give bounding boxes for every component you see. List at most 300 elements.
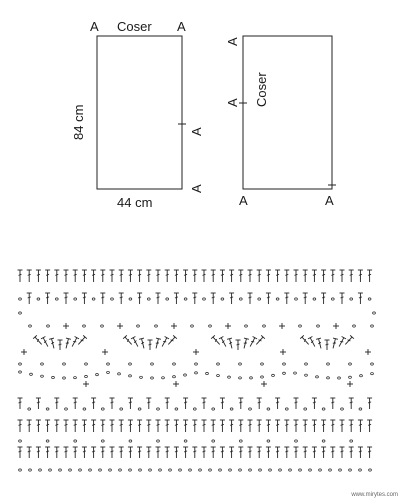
treble-stitch [110,270,115,282]
chain-stitch [338,377,341,379]
treble-stitch [64,420,69,432]
treble-stitch [146,398,151,409]
chain-stitch [195,372,198,374]
treble-stitch [64,447,69,458]
treble-stitch [275,447,280,458]
chain-stitch [28,408,31,410]
chain-stitch [212,408,215,410]
treble-stitch [192,447,197,458]
chain-stitch [353,325,356,327]
chain-stitch [349,376,352,378]
chain-stitch [313,298,316,300]
chain-stitch [74,298,77,300]
chain-stitch [19,440,22,442]
treble-stitch [248,420,253,432]
treble-stitch [211,293,216,304]
chain-stitch [299,469,302,471]
chain-stitch [327,363,330,365]
chain-stitch [239,377,242,379]
treble-stitch [340,270,345,282]
chain-stitch [339,469,342,471]
treble-stitch [367,447,372,458]
chain-stitch [329,469,332,471]
chain-stitch [245,325,248,327]
single-crochet [21,349,27,355]
treble-stitch [321,293,326,304]
single-crochet [280,349,286,355]
chain-stitch [279,469,282,471]
treble-stitch [156,447,161,458]
treble-stitch [137,293,142,304]
fan-treble [58,340,63,350]
chain-stitch [309,469,312,471]
chain-stitch [250,377,253,379]
treble-stitch [64,270,69,282]
chain-stitch [173,376,176,378]
chain-stitch [249,469,252,471]
treble-stitch [294,398,299,409]
chain-stitch [83,408,86,410]
fan-treble [343,335,353,346]
chain-stitch [217,374,220,376]
treble-stitch [248,447,253,458]
chain-stitch [19,312,22,314]
chain-stitch [129,375,132,377]
fan-treble [300,335,310,346]
fan-treble [227,338,234,349]
chain-stitch [349,363,352,365]
treble-stitch [340,293,345,304]
chain-stitch [316,376,319,378]
single-crochet [261,381,267,387]
chain-stitch [360,375,363,377]
chain-stitch [107,363,110,365]
chain-stitch [129,440,132,442]
chain-stitch [230,408,233,410]
chain-stitch [239,298,242,300]
chain-stitch [189,469,192,471]
treble-stitch [229,270,234,282]
treble-stitch [192,270,197,282]
chain-stitch [109,469,112,471]
chain-stitch [304,408,307,410]
chain-stitch [175,408,178,410]
chain-stitch [151,363,154,365]
chain-stitch [118,373,121,375]
single-crochet [225,323,231,329]
treble-stitch [174,447,179,458]
treble-stitch [294,270,299,282]
chain-stitch [149,469,152,471]
chain-stitch [349,469,352,471]
single-crochet [171,323,177,329]
treble-stitch [54,270,59,282]
fan-treble [41,337,50,348]
chain-stitch [157,408,160,410]
treble-stitch [165,270,170,282]
chain-stitch [221,298,224,300]
chain-stitch [322,440,325,442]
chain-stitch [331,298,334,300]
chain-stitch [159,469,162,471]
chain-stitch [19,363,22,365]
fan-treble [248,337,257,348]
treble-stitch [183,447,188,458]
chain-stitch [111,298,114,300]
treble-stitch [45,270,50,282]
treble-stitch [330,447,335,458]
chain-stitch [283,363,286,365]
treble-stitch [358,293,363,304]
chain-stitch [209,325,212,327]
treble-stitch [211,447,216,458]
fan-treble [49,338,56,349]
treble-stitch [330,420,335,432]
single-crochet [193,349,199,355]
treble-stitch [137,447,142,458]
single-crochet [333,323,339,329]
treble-stitch [91,420,96,432]
chain-stitch [101,440,104,442]
treble-stitch [238,420,243,432]
treble-stitch [27,447,32,458]
treble-stitch [146,270,151,282]
chain-stitch [169,469,172,471]
chain-stitch [96,374,99,376]
single-crochet [347,381,353,387]
treble-stitch [137,270,142,282]
treble-stitch [91,270,96,282]
chain-stitch [107,371,110,373]
treble-stitch [358,270,363,282]
chain-stitch [52,376,55,378]
treble-stitch [202,270,207,282]
treble-stitch [36,398,41,409]
chain-stitch [249,408,252,410]
treble-stitch [183,420,188,432]
chain-stitch [138,408,141,410]
chain-stitch [267,408,270,410]
treble-stitch [110,398,115,409]
chain-stitch [217,363,220,365]
treble-stitch [330,398,335,409]
treble-stitch [312,447,317,458]
treble-stitch [82,293,87,304]
treble-stitch [367,420,372,432]
chain-stitch [261,363,264,365]
treble-stitch [358,447,363,458]
treble-stitch [248,270,253,282]
treble-stitch [211,270,216,282]
treble-stitch [73,270,78,282]
chain-stitch [85,375,88,377]
fan-treble [154,338,161,349]
treble-stitch [174,270,179,282]
chain-stitch [203,298,206,300]
chain-stitch [162,377,165,379]
seam-label-top: Coser [117,19,152,34]
fan-treble [316,338,323,349]
treble-stitch [202,420,207,432]
treble-stitch [303,293,308,304]
treble-stitch [257,398,262,409]
single-crochet [63,323,69,329]
chain-stitch [350,440,353,442]
treble-stitch [174,420,179,432]
chain-stitch [137,325,140,327]
treble-stitch [248,293,253,304]
treble-stitch [266,447,271,458]
treble-stitch [156,293,161,304]
chain-stitch [37,298,40,300]
chain-stitch [41,363,44,365]
treble-stitch [367,270,372,282]
corner-label-right-top: A [225,37,240,46]
treble-stitch [110,420,115,432]
treble-stitch [100,420,105,432]
chain-stitch [212,440,215,442]
treble-stitch [220,270,225,282]
fan-treble [160,337,169,348]
treble-stitch [100,293,105,304]
chain-stitch [99,469,102,471]
chain-stitch [239,363,242,365]
treble-stitch [36,420,41,432]
chain-stitch [157,440,160,442]
fan-treble [131,337,140,348]
treble-stitch [367,398,372,409]
single-crochet [173,381,179,387]
treble-stitch [257,270,262,282]
chain-stitch [259,469,262,471]
treble-stitch [257,447,262,458]
single-crochet [279,323,285,329]
treble-stitch [238,398,243,409]
chain-stitch [63,377,66,379]
treble-stitch [54,447,59,458]
treble-stitch [18,420,23,432]
height-label: 84 cm [71,104,86,140]
chain-stitch [101,325,104,327]
chain-stitch [39,469,42,471]
treble-stitch [340,420,345,432]
single-crochet [365,349,371,355]
fan-treble [166,335,176,346]
chain-stitch [209,469,212,471]
treble-stitch [284,420,289,432]
treble-stitch [220,398,225,409]
chain-stitch [267,440,270,442]
treble-stitch [284,293,289,304]
treble-stitch [349,420,354,432]
chain-stitch [184,440,187,442]
treble-stitch [275,420,280,432]
treble-stitch [174,293,179,304]
chain-stitch [206,372,209,374]
single-crochet [102,349,108,355]
treble-stitch [275,398,280,409]
chain-stitch [129,469,132,471]
chain-stitch [263,325,266,327]
treble-stitch [45,293,50,304]
treble-stitch [330,270,335,282]
single-crochet [117,323,123,329]
corner-label-top-left: A [90,19,99,34]
chain-stitch [322,408,325,410]
treble-stitch [220,420,225,432]
chain-stitch [179,469,182,471]
chain-stitch [371,363,374,365]
treble-stitch [202,447,207,458]
treble-stitch [192,293,197,304]
chain-stitch [173,363,176,365]
treble-stitch [284,270,289,282]
chain-stitch [119,469,122,471]
treble-stitch [45,420,50,432]
chain-stitch [69,469,72,471]
chain-stitch [19,469,22,471]
treble-stitch [91,447,96,458]
treble-stitch [220,447,225,458]
treble-stitch [165,420,170,432]
chain-stitch [269,469,272,471]
seam-label-side: Coser [254,72,269,107]
treble-stitch [36,447,41,458]
treble-stitch [18,447,23,458]
fan-treble [123,335,133,346]
treble-stitch [128,398,133,409]
treble-stitch [82,420,87,432]
chain-stitch [261,376,264,378]
chain-stitch [74,377,77,379]
treble-stitch [36,270,41,282]
treble-stitch [349,398,354,409]
treble-stitch [100,270,105,282]
treble-stitch [294,420,299,432]
chain-stitch [41,375,44,377]
chain-stitch [258,298,261,300]
chain-stitch [369,469,372,471]
treble-stitch [100,447,105,458]
chain-stitch [371,373,374,375]
treble-stitch [312,420,317,432]
chain-stitch [191,325,194,327]
chain-stitch [129,363,132,365]
treble-stitch [294,447,299,458]
treble-stitch [275,270,280,282]
treble-stitch [284,447,289,458]
treble-stitch [238,270,243,282]
fan-treble [64,338,71,349]
treble-stitch [146,447,151,458]
width-label: 44 cm [117,195,153,210]
corner-label-right-mid: A [225,98,240,107]
treble-stitch [27,270,32,282]
chain-stitch [63,363,66,365]
chain-stitch [59,469,62,471]
treble-stitch [165,447,170,458]
treble-stitch [119,447,124,458]
treble-stitch [156,270,161,282]
treble-stitch [27,293,32,304]
treble-stitch [303,420,308,432]
chain-stitch [219,469,222,471]
treble-stitch [340,447,345,458]
chain-stitch [184,374,187,376]
treble-stitch [128,270,133,282]
chain-stitch [295,298,298,300]
chain-stitch [294,372,297,374]
chain-stitch [195,363,198,365]
chain-stitch [199,469,202,471]
treble-stitch [146,420,151,432]
corner-label-bottom-right-panel: A [325,193,334,208]
treble-stitch [110,447,115,458]
chain-stitch [29,469,32,471]
chain-stitch [319,469,322,471]
chain-stitch [239,440,242,442]
treble-stitch [18,270,23,282]
chain-stitch [47,325,50,327]
treble-stitch [257,420,262,432]
chain-stitch [276,298,279,300]
chain-stitch [140,376,143,378]
treble-stitch [192,420,197,432]
treble-stitch [266,293,271,304]
fan-treble [70,337,79,348]
chain-stitch [65,408,68,410]
treble-stitch [73,398,78,409]
chain-stitch [305,374,308,376]
treble-stitch [303,447,308,458]
treble-stitch [312,270,317,282]
treble-stitch [312,398,317,409]
chain-stitch [350,298,353,300]
chain-stitch [368,298,371,300]
treble-stitch [54,398,59,409]
chain-stitch [193,408,196,410]
fan-treble [76,335,86,346]
treble-stitch [45,447,50,458]
chain-stitch [30,373,33,375]
chain-stitch [85,363,88,365]
treble-stitch [358,420,363,432]
chain-stitch [151,377,154,379]
corner-label-bottom-right: A [189,184,204,193]
chain-stitch [101,408,104,410]
treble-stitch [183,270,188,282]
chain-stitch [373,312,376,314]
chain-stitch [239,469,242,471]
chain-stitch [228,376,231,378]
chain-stitch [155,325,158,327]
chain-stitch [272,374,275,376]
treble-stitch [128,447,133,458]
chain-stitch [139,469,142,471]
treble-stitch [321,270,326,282]
chain-stitch [283,372,286,374]
chain-stitch [371,325,374,327]
treble-stitch [321,447,326,458]
fan-treble [219,337,228,348]
treble-stitch [321,420,326,432]
chain-stitch [19,298,22,300]
treble-stitch [82,270,87,282]
fan-treble [33,335,43,346]
chain-stitch [184,298,187,300]
chain-stitch [29,325,32,327]
corner-label-bottom-left: A [239,193,248,208]
